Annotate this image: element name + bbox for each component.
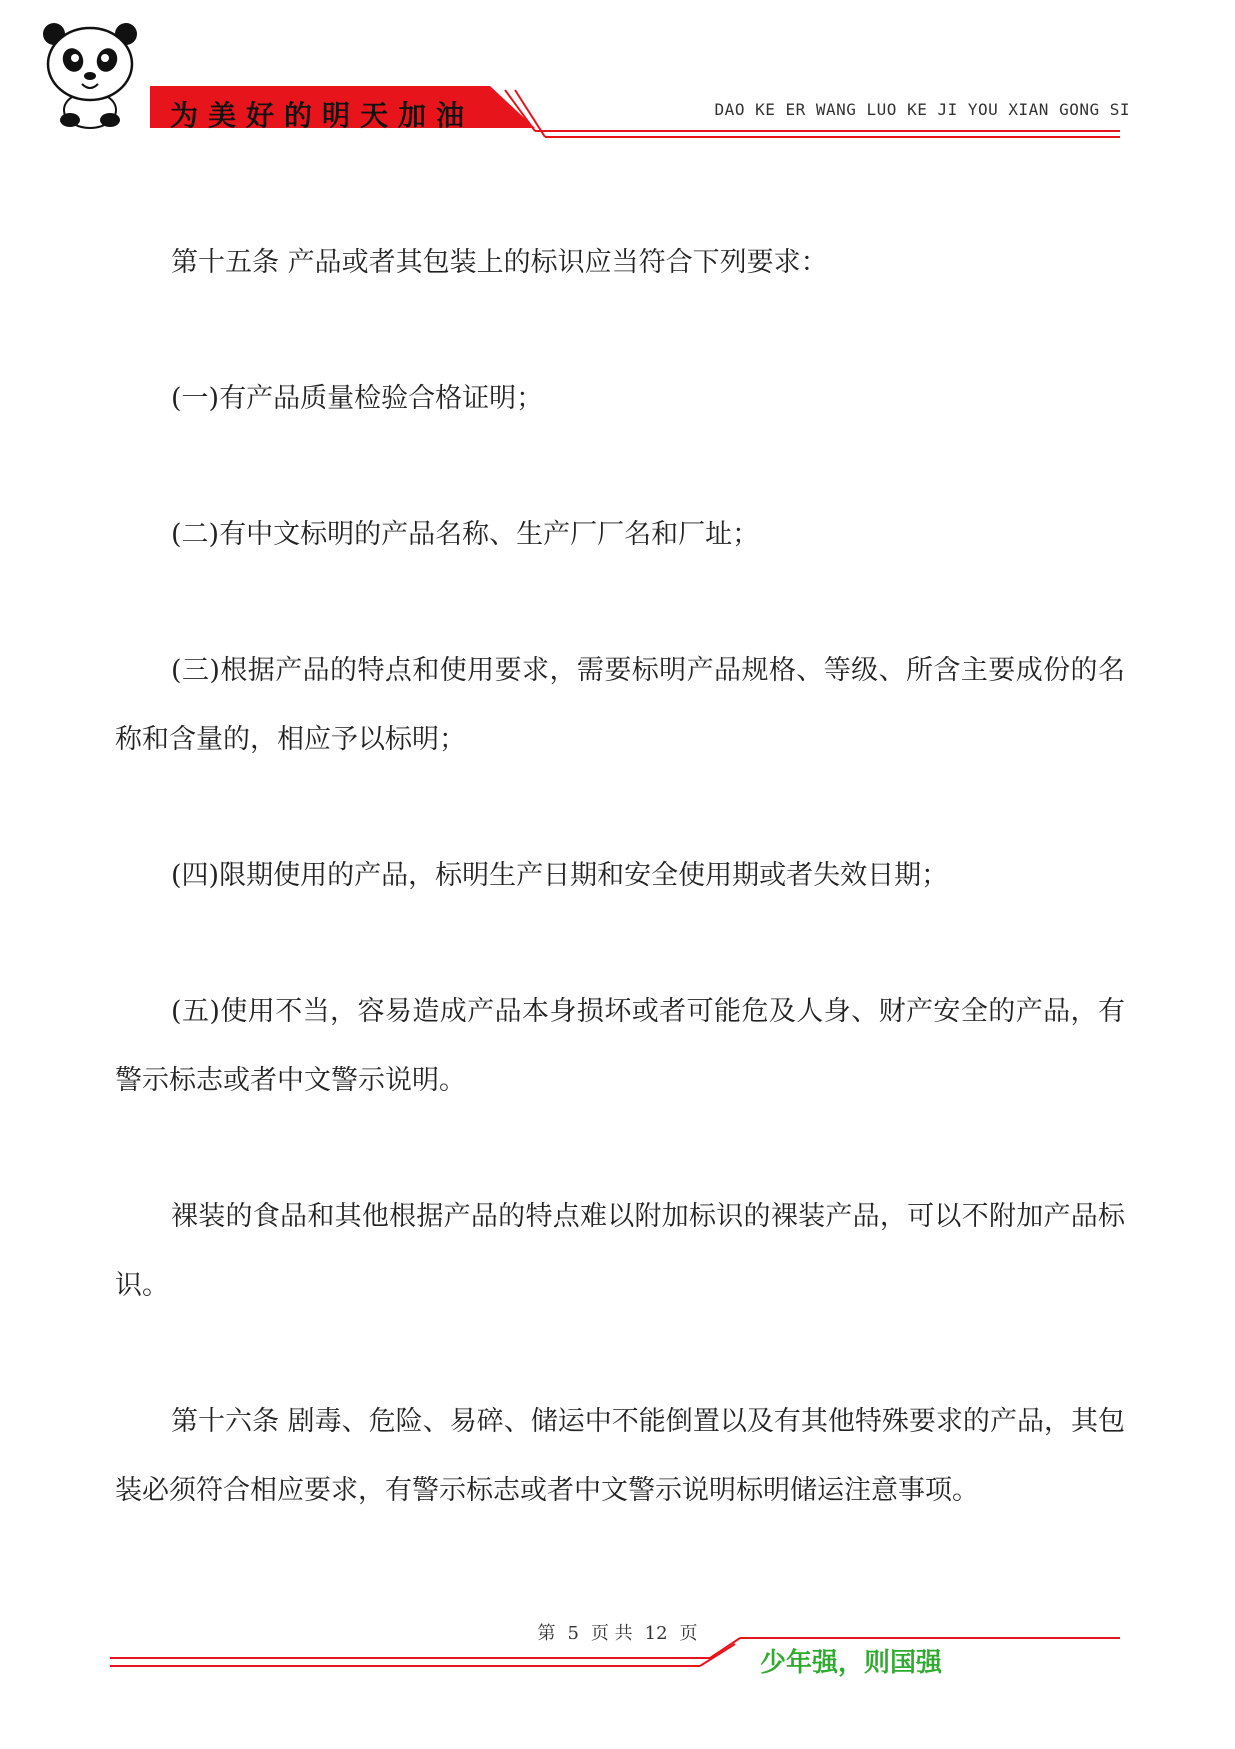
- current-page: 5: [567, 1623, 579, 1644]
- slogan-text: 为美好的明天加油: [170, 99, 475, 132]
- page-label-prefix: 第: [537, 1623, 556, 1644]
- paragraph: (二)有中文标明的产品名称、生产厂厂名和厂址；: [171, 519, 760, 550]
- company-name: DAO KE ER WANG LUO KE JI YOU XIAN GONG SI: [714, 100, 1130, 119]
- paragraph: 第十五条 产品或者其包装上的标识应当符合下列要求：: [171, 247, 828, 278]
- paragraph: (一)有产品质量检验合格证明；: [171, 383, 544, 414]
- page-label-mid: 页 共: [590, 1623, 633, 1644]
- paragraph: (三)根据产品的特点和使用要求，需要标明产品规格、等级、所含主要成份的名称和含量的，相应予以标明；: [115, 655, 1125, 755]
- total-pages: 12: [644, 1623, 668, 1644]
- paragraph: (四)限期使用的产品，标明生产日期和安全使用期或者失效日期；: [171, 860, 949, 891]
- paragraph: (五)使用不当，容易造成产品本身损坏或者可能危及人身、财产安全的产品，有警示标志或者中文警示说明。: [115, 996, 1125, 1096]
- footer-motto: 少年强，则国强: [760, 1648, 943, 1678]
- paragraph: 裸装的食品和其他根据产品的特点难以附加标识的裸装产品，可以不附加产品标识。: [115, 1201, 1125, 1301]
- paragraph: 第十六条 剧毒、危险、易碎、储运中不能倒置以及有其他特殊要求的产品，其包装必须符合相应要求，有警示标志或者中文警示说明标明储运注意事项。: [115, 1406, 1125, 1506]
- page-label-suffix: 页: [679, 1623, 698, 1644]
